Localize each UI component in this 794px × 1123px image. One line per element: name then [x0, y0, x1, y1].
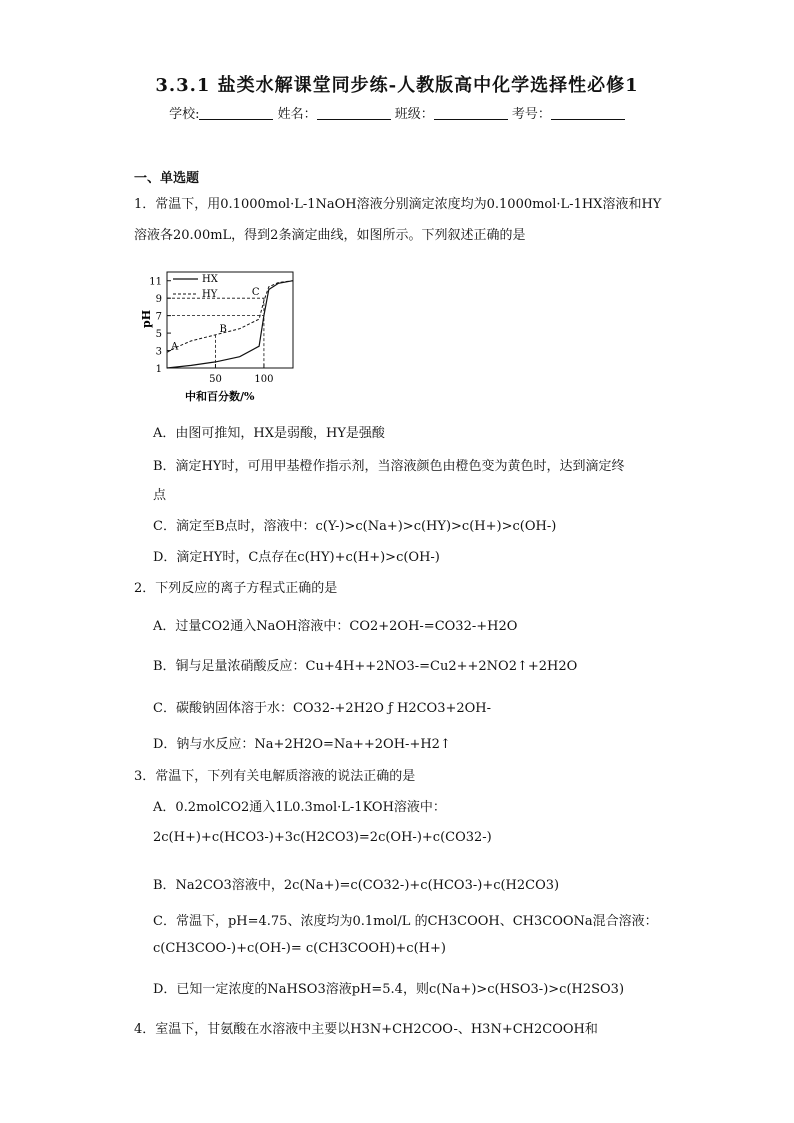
q3-option-a-line2[interactable]: 2c(H+)+c(HCO3-)+3c(H2CO3)=2c(OH-)+c(CO32-): [153, 830, 492, 845]
class-label: 班级：: [394, 107, 434, 122]
name-label: 姓名：: [277, 107, 317, 122]
q3-option-a-line1[interactable]: A．0.2molCO2通入1L0.3mol·L-1KOH溶液中：: [153, 800, 446, 815]
x-tick-label: 100: [254, 374, 274, 385]
y-tick-label: 7: [155, 311, 162, 323]
school-blank[interactable]: [199, 107, 273, 120]
school-label: 学校:: [169, 107, 200, 122]
q1-option-b-line2[interactable]: 点: [153, 488, 167, 503]
x-tick-label: 50: [209, 374, 222, 385]
page-title: 3.3.1 盐类水解课堂同步练-人教版高中化学选择性必修1: [155, 75, 639, 96]
legend-hy-label: HY: [202, 289, 218, 300]
point-label-b: B: [219, 323, 227, 335]
titration-chart: [140, 270, 310, 410]
q3-option-c-line2[interactable]: c(CH3COO-)+c(OH-)= c(CH3COOH)+c(H+): [153, 941, 446, 956]
q3-option-c-line1[interactable]: C．常温下，pH=4.75、浓度均为0.1mol/L 的CH3COOH、CH3COONa混合溶液：: [153, 914, 658, 929]
q1-stem-line1: 1．常温下，用0.1000mol·L-1NaOH溶液分别滴定浓度均为0.1000mol·L-1HX溶液和HY: [134, 197, 662, 212]
y-tick-label: 5: [155, 329, 162, 341]
q4-stem: 4．室温下，甘氨酸在水溶液中主要以H3N+CH2COO-、H3N+CH2COOH和: [134, 1022, 598, 1037]
id-label: 考号：: [511, 107, 551, 122]
q2-option-d[interactable]: D．钠与水反应：Na+2H2O=Na++2OH-+H2↑: [153, 737, 451, 752]
point-label-c: C: [251, 287, 260, 299]
q2-option-b[interactable]: B．铜与足量浓硝酸反应：Cu+4H++2NO3-=Cu2++2NO2↑+2H2O: [153, 659, 578, 674]
y-tick-label: 9: [155, 294, 162, 306]
chart-legend: [173, 274, 219, 300]
legend-hx-label: HX: [202, 274, 218, 285]
student-info-row: [0, 103, 794, 122]
q1-option-d[interactable]: D．滴定HY时，C点存在c(HY)+c(H+)>c(OH-): [153, 550, 440, 565]
class-blank[interactable]: [434, 107, 508, 120]
name-blank[interactable]: [317, 107, 391, 120]
q1-stem-line2: 溶液各20.00mL，得到2条滴定曲线，如图所示。下列叙述正确的是: [134, 228, 526, 243]
y-axis-label: pH: [140, 309, 153, 328]
point-label-a: A: [171, 341, 179, 353]
y-tick-label: 1: [155, 364, 162, 375]
id-blank[interactable]: [551, 107, 625, 120]
y-tick-label: 3: [155, 346, 162, 358]
section-heading: 一、单选题: [134, 171, 200, 186]
x-axis-label: 中和百分数/%: [185, 390, 255, 403]
q3-stem: 3．常温下，下列有关电解质溶液的说法正确的是: [134, 769, 416, 784]
q1-option-b-line1[interactable]: B．滴定HY时，可用甲基橙作指示剂，当溶液颜色由橙色变为黄色时，达到滴定终: [153, 459, 625, 474]
q1-option-a[interactable]: A．由图可推知，HX是弱酸，HY是强酸: [153, 426, 385, 441]
series-hy-line: [167, 281, 293, 353]
q2-option-c[interactable]: C．碳酸钠固体溶于水：CO32-+2H2O ƒ H2CO3+2OH-: [153, 701, 492, 716]
q1-option-c[interactable]: C．滴定至B点时，溶液中：c(Y-)>c(Na+)>c(HY)>c(H+)>c(OH-): [153, 519, 557, 534]
q2-option-a[interactable]: A．过量CO2通入NaOH溶液中：CO2+2OH-=CO32-+H2O: [153, 619, 518, 634]
q3-option-b[interactable]: B．Na2CO3溶液中，2c(Na+)=c(CO32-)+c(HCO3-)+c(H2CO3): [153, 878, 560, 893]
q3-option-d[interactable]: D．已知一定浓度的NaHSO3溶液pH=5.4，则c(Na+)>c(HSO3-)>c(H2SO3): [153, 982, 625, 997]
y-tick-label: 11: [149, 276, 162, 288]
q2-stem: 2．下列反应的离子方程式正确的是: [134, 581, 338, 596]
